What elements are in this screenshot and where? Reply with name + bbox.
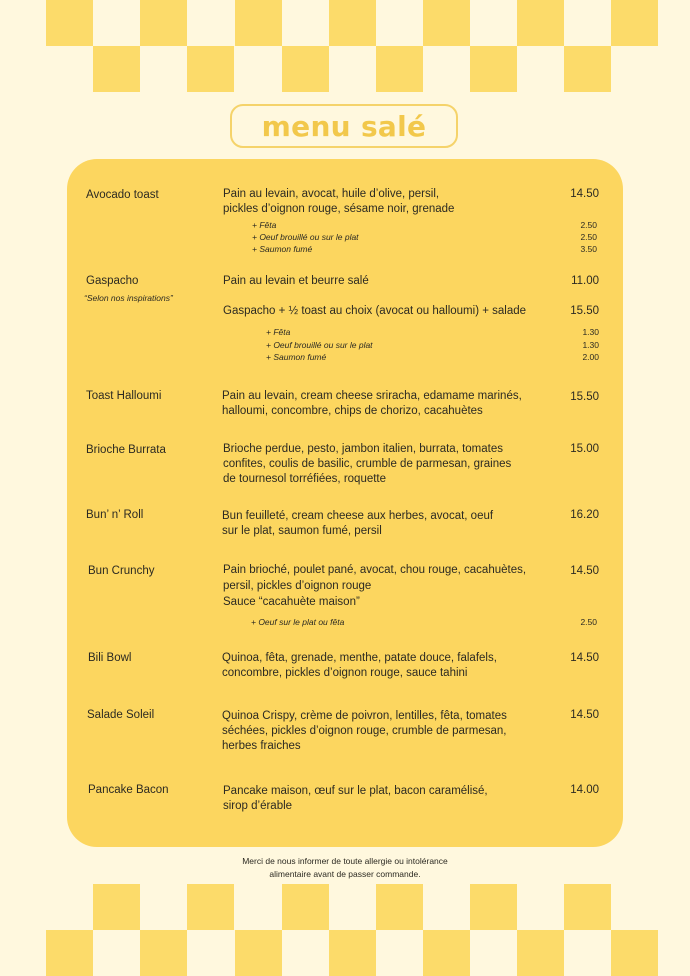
extra-price: 1.30 xyxy=(582,340,599,350)
item-desc: herbes fraiches xyxy=(222,740,301,752)
item-desc: Quinoa Crispy, crème de poivron, lentilles, fêta, tomates xyxy=(222,710,507,722)
extra-label: + Saumon fumé xyxy=(252,244,313,254)
item-desc: Bun feuilleté, cream cheese aux herbes, avocat, oeuf xyxy=(222,510,494,522)
extra-label: + Oeuf brouillé ou sur le plat xyxy=(252,232,359,242)
extra-price: 1.30 xyxy=(582,327,599,337)
item-desc: Brioche perdue, pesto, jambon italien, burrata, tomates xyxy=(223,443,503,455)
item-price: 15.00 xyxy=(570,443,599,455)
extra-price: 2.50 xyxy=(580,617,597,627)
menu-title-badge xyxy=(230,104,458,148)
menu-title: menu salé xyxy=(261,109,427,143)
item-desc: Quinoa, fêta, grenade, menthe, patate douce, falafels, xyxy=(222,652,497,664)
item-price: 15.50 xyxy=(570,305,599,317)
item-price: 14.50 xyxy=(570,565,599,577)
item-name: Avocado toast xyxy=(86,189,159,201)
item-note: “Selon nos inspirations” xyxy=(84,293,173,303)
item-name: Salade Soleil xyxy=(87,709,155,721)
item-price: 14.50 xyxy=(570,188,599,200)
item-price: 15.50 xyxy=(570,391,599,403)
item-desc: persil, pickles d’oignon rouge xyxy=(223,580,372,592)
item-desc: Pain brioché, poulet pané, avocat, chou rouge, cacahuètes, xyxy=(223,564,527,576)
top-checker-pattern xyxy=(0,0,690,91)
allergy-notice xyxy=(0,855,690,880)
item-name: Bun’ n’ Roll xyxy=(86,509,144,521)
extra-label: + Fêta xyxy=(266,327,291,337)
item-price: 16.20 xyxy=(570,509,599,521)
allergy-notice-line: alimentaire avant de passer commande. xyxy=(269,868,421,879)
item-desc: Sauce “cacahuète maison” xyxy=(223,596,360,608)
extra-label: + Saumon fumé xyxy=(266,352,327,362)
extra-label: + Oeuf brouillé ou sur le plat xyxy=(266,340,373,350)
item-desc: concombre, pickles d’oignon rouge, sauce tahini xyxy=(222,667,468,679)
item-desc: séchées, pickles d’oignon rouge, crumble de parmesan, xyxy=(222,725,507,737)
extra-price: 3.50 xyxy=(580,244,597,254)
item-name: Pancake Bacon xyxy=(88,784,169,796)
item-price: 14.50 xyxy=(570,652,599,664)
item-desc: Pain au levain, avocat, huile d’olive, persil, xyxy=(223,188,440,200)
item-name: Gaspacho xyxy=(86,275,139,287)
item-desc: sur le plat, saumon fumé, persil xyxy=(222,525,382,537)
item-desc: Pain au levain, cream cheese sriracha, edamame marinés, xyxy=(222,390,522,402)
item-desc: halloumi, concombre, chips de chorizo, cacahuètes xyxy=(222,405,483,417)
extra-price: 2.50 xyxy=(580,232,597,242)
extra-label: + Fêta xyxy=(252,220,277,230)
item-price: 14.00 xyxy=(570,784,599,796)
item-desc: Pancake maison, œuf sur le plat, bacon caramélisé, xyxy=(223,785,488,797)
item-desc: pickles d’oignon rouge, sésame noir, grenade xyxy=(223,203,455,215)
item-price: 11.00 xyxy=(571,275,599,287)
extra-label: + Oeuf sur le plat ou fêta xyxy=(251,617,345,627)
item-desc: Gaspacho + ½ toast au choix (avocat ou halloumi) + salade xyxy=(223,305,527,317)
bottom-checker-pattern xyxy=(0,884,690,975)
item-price: 14.50 xyxy=(570,709,599,721)
extra-price: 2.50 xyxy=(580,220,597,230)
menu-panel xyxy=(67,159,623,847)
item-desc: Pain au levain et beurre salé xyxy=(223,275,369,287)
extra-price: 2.00 xyxy=(582,352,599,362)
item-name: Toast Halloumi xyxy=(86,390,162,402)
item-desc: de tournesol torréfiées, roquette xyxy=(223,473,387,485)
item-name: Bun Crunchy xyxy=(88,565,155,577)
item-desc: confites, coulis de basilic, crumble de parmesan, graines xyxy=(223,458,512,470)
item-name: Brioche Burrata xyxy=(86,444,166,456)
item-name: Bili Bowl xyxy=(88,652,132,664)
item-desc: sirop d’érable xyxy=(223,800,293,812)
allergy-notice-line: Merci de nous informer de toute allergie ou intolérance xyxy=(242,856,448,866)
